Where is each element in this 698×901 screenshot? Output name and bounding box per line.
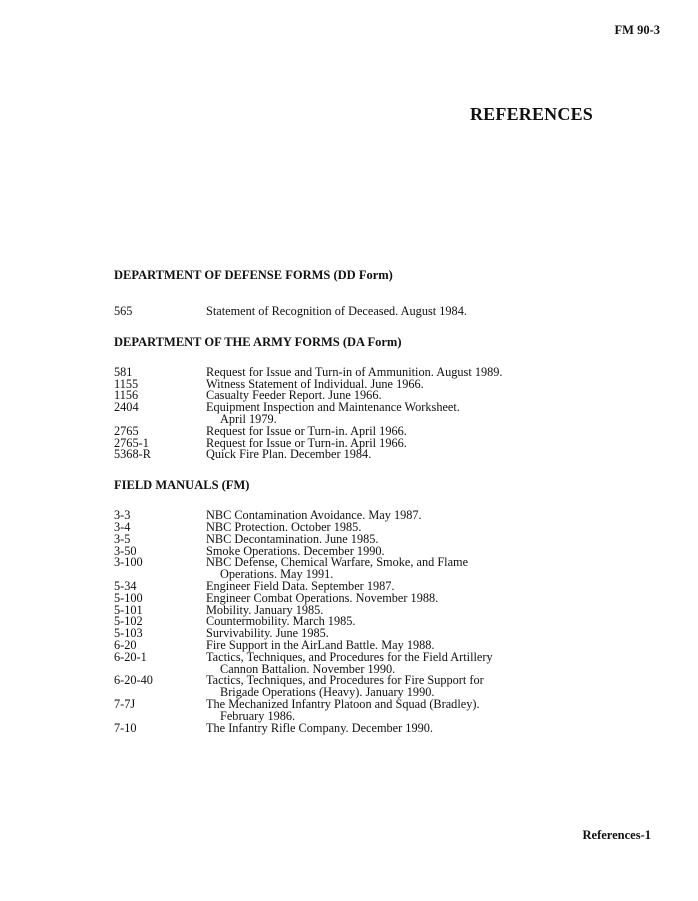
reference-entry: [114, 720, 634, 735]
entry-description-line: The Infantry Rifle Company. December 1990.: [206, 720, 433, 735]
entry-description-line: February 1986.: [220, 708, 296, 723]
reference-entry: [114, 616, 634, 628]
entry-number: 6-20-1: [114, 649, 147, 664]
entry-description-line: Engineer Combat Operations. November 1988.: [206, 590, 439, 605]
entry-number: 3-3: [114, 508, 131, 523]
entry-description-line: NBC Protection. October 1985.: [206, 519, 362, 534]
entry-description: [206, 306, 634, 318]
entry-description: [206, 449, 634, 461]
entry-description: [206, 557, 634, 581]
entry-description-line: Cannon Battalion. November 1990.: [220, 661, 396, 676]
entry-description-line: April 1979.: [220, 411, 277, 426]
entry-number: 3-4: [114, 519, 131, 534]
section-heading: DEPARTMENT OF THE ARMY FORMS (DA Form): [114, 334, 402, 349]
entry-description: [206, 720, 634, 735]
section-dd-forms: [114, 268, 634, 318]
entry-description-line: Request for Issue and Turn-in of Ammunition. August 1989.: [206, 364, 503, 379]
entry-number: 7-7J: [114, 696, 136, 711]
entry-description: [206, 402, 634, 426]
page-footer-label: References-1: [582, 828, 651, 842]
reference-entry: [114, 590, 634, 605]
section-heading: DEPARTMENT OF DEFENSE FORMS (DD Form): [114, 268, 393, 282]
entry-description-line: Engineer Field Data. September 1987.: [206, 578, 395, 593]
reference-entry: [114, 696, 634, 723]
entry-description-line: Operations. May 1991.: [220, 567, 334, 582]
section-field-manuals: [114, 478, 634, 734]
entry-number: 3-100: [114, 555, 143, 570]
entry-number: 5-101: [114, 602, 143, 617]
entry-list: [114, 510, 634, 734]
entry-number: 5-34: [114, 578, 137, 593]
entry-description-line: Request for Issue or Turn-in. April 1966.: [206, 435, 407, 450]
entry-list: [114, 306, 634, 318]
entry-number: 1155: [114, 376, 139, 391]
section-da-forms: [114, 335, 634, 461]
entry-list: [114, 364, 634, 462]
references-content: [114, 268, 634, 734]
section-heading: FIELD MANUALS (FM): [114, 478, 250, 493]
entry-number: 2765: [114, 423, 139, 438]
entry-description-line: Equipment Inspection and Maintenance Worksheet.: [206, 400, 460, 415]
entry-description-line: Request for Issue or Turn-in. April 1966.: [206, 423, 407, 438]
entry-number: 2765-1: [114, 435, 149, 450]
entry-description-line: Witness Statement of Individual. June 1966.: [206, 376, 424, 391]
entry-description: [206, 649, 634, 676]
entry-description-line: NBC Defense, Chemical Warfare, Smoke, and Flame: [206, 555, 469, 570]
entry-number: 3-5: [114, 531, 131, 546]
entry-number: 565: [114, 304, 133, 318]
entry-description-line: Quick Fire Plan. December 1984.: [206, 447, 372, 462]
reference-entry: [114, 449, 634, 461]
entry-description-line: Tactics, Techniques, and Procedures for the Field Artillery: [206, 649, 493, 664]
entry-number: 5-102: [114, 614, 143, 629]
entry-number: 581: [114, 364, 133, 379]
page-title: REFERENCES: [469, 104, 593, 124]
entry-description-line: Smoke Operations. December 1990.: [206, 543, 385, 558]
entry-description: [206, 696, 634, 723]
entry-description-line: Survivability. June 1985.: [206, 626, 329, 641]
entry-description-line: NBC Contamination Avoidance. May 1987.: [206, 508, 422, 523]
entry-description-line: Mobility. January 1985.: [206, 602, 324, 617]
entry-number: 3-50: [114, 543, 137, 558]
entry-description: [206, 675, 634, 699]
reference-entry: [114, 402, 634, 426]
reference-entry: [114, 649, 634, 676]
entry-number: 5-103: [114, 626, 143, 641]
entry-description-line: Statement of Recognition of Deceased. August 1984.: [206, 304, 467, 318]
entry-number: 1156: [114, 388, 139, 403]
entry-description-line: Tactics, Techniques, and Procedures for Fire Support for: [206, 673, 484, 688]
reference-entry: [114, 435, 634, 450]
entry-number: 5368-R: [114, 447, 151, 462]
entry-description-line: Casualty Feeder Report. June 1966.: [206, 388, 382, 403]
entry-number: 2404: [114, 400, 139, 415]
entry-description-line: Fire Support in the AirLand Battle. May 1988.: [206, 637, 435, 652]
entry-description-line: NBC Decontamination. June 1985.: [206, 531, 379, 546]
entry-description-line: The Mechanized Infantry Platoon and Squad (Bradley).: [206, 696, 480, 711]
reference-entry: [114, 557, 634, 581]
entry-description-line: Brigade Operations (Heavy). January 1990.: [220, 685, 435, 700]
entry-number: 6-20-40: [114, 673, 153, 688]
reference-entry: [114, 306, 634, 318]
entry-number: 7-10: [114, 720, 137, 735]
reference-entry: [114, 675, 634, 699]
reference-entry: [114, 602, 634, 617]
reference-entry: [114, 510, 634, 522]
entry-number: 5-100: [114, 590, 143, 605]
entry-description-line: Countermobility. March 1985.: [206, 614, 356, 629]
entry-number: 6-20: [114, 637, 137, 652]
page-header-doc-id: FM 90-3: [614, 23, 660, 37]
